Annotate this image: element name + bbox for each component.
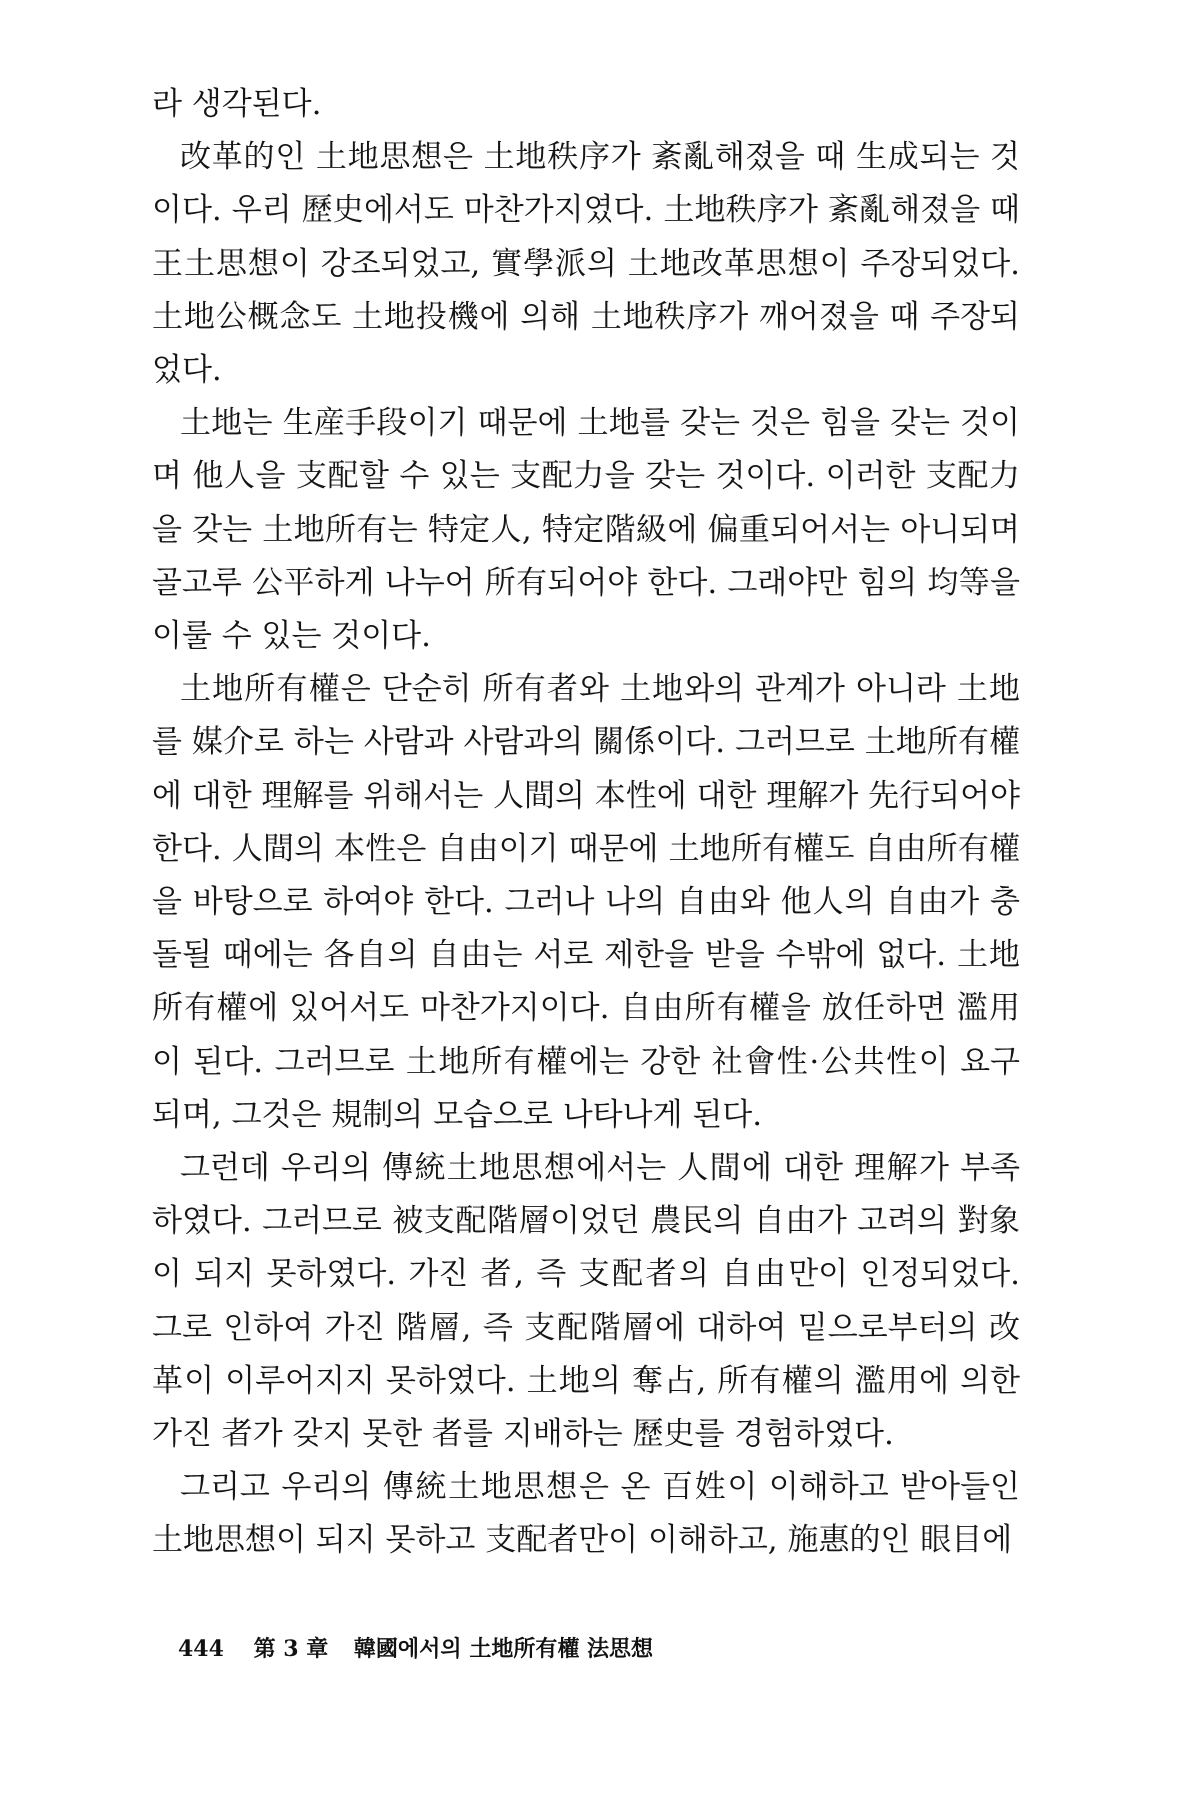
paragraph-5: 그런데 우리의 傳統土地思想에서는 人間에 대한 理解가 부족하였다. 그러므로 被支配階層이었던 農民의 自由가 고려의 對象이 되지 못하였다. 가진 者, 즉 支配者의 自由만이 인정되었다. 그로 인하여 가진 階層, 즉 支配階層에 대하여 밑으로부터의 改革이 이루어지지 못하였다. 土地의 奪占, 所有權의 濫用에 의한 가진 者가 갖지 못한 者를 지배하는 歷史를 경험하였다. — [152, 1150, 1020, 1453]
paragraph-6: 그리고 우리의 傳統土地思想은 온 百姓이 이해하고 받아들인 土地思想이 되지 못하고 支配者만이 이해하고, 施惠的인 眼目에 — [152, 1469, 1020, 1559]
body-text — [152, 78, 1020, 1568]
paragraph-3: 土地는 生産手段이기 때문에 土地를 갖는 것은 힘을 갖는 것이며 他人을 支配할 수 있는 支配力을 갖는 것이다. 이러한 支配力을 갖는 土地所有는 特定人, 特定階級에 偏重되어서는 아니되며 골고루 公平하게 나누어 所有되어야 한다. 그래야만 힘의 均等을 이룰 수 있는 것이다. — [152, 405, 1020, 655]
paragraph-1: 라 생각된다. — [152, 86, 322, 122]
paragraph-4: 土地所有權은 단순히 所有者와 土地와의 관계가 아니라 土地를 媒介로 하는 사람과 사람과의 關係이다. 그러므로 土地所有權에 대한 理解를 위해서는 人間의 本性에 대한 理解가 先行되어야 한다. 人間의 本性은 自由이기 때문에 土地所有權도 自由所有權을 바탕으로 하여야 한다. 그러나 나의 自由와 他人의 自由가 충돌될 때에는 各自의 自由는 서로 제한을 받을 수밖에 없다. 土地所有權에 있어서도 마찬가지이다. 自由所有權을 放任하면 濫用이 된다. 그러므로 土地所有權에는 강한 社會性·公共性이 요구되며, 그것은 規制의 모습으로 나타나게 된다. — [152, 671, 1020, 1133]
paragraph-2: 改革的인 土地思想은 土地秩序가 紊亂해졌을 때 生成되는 것이다. 우리 歷史에서도 마찬가지였다. 土地秩序가 紊亂해졌을 때 王土思想이 강조되었고, 實學派의 土地改革思想이 주장되었다. 土地公概念도 土地投機에 의해 土地秩序가 깨어졌을 때 주장되었다. — [152, 139, 1020, 389]
page-number: 444 — [178, 1636, 224, 1662]
chapter-number: 第 3 章 — [253, 1636, 329, 1662]
page-footer — [178, 1632, 653, 1663]
chapter-title: 韓國에서의 土地所有權 法思想 — [353, 1636, 653, 1662]
